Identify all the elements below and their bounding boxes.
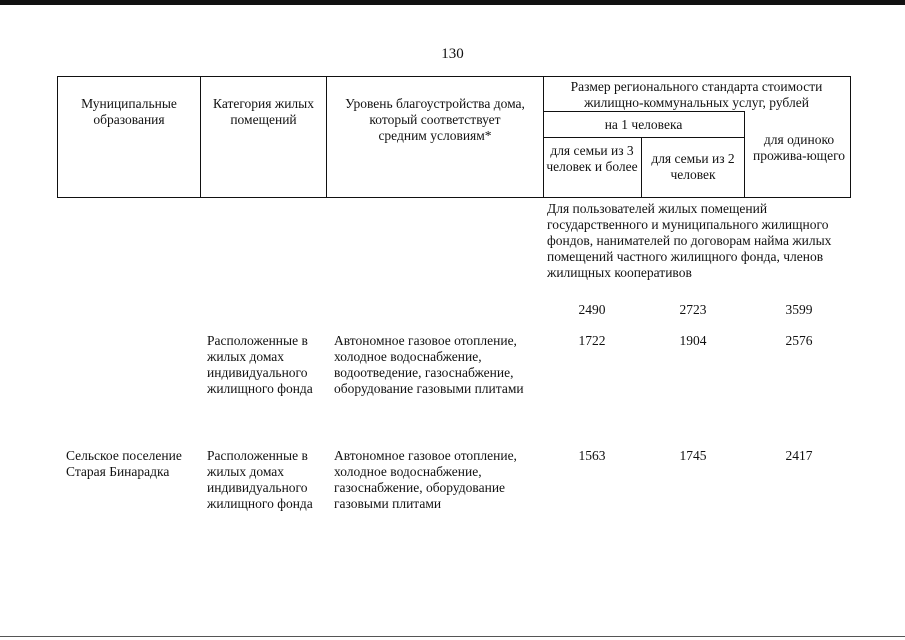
- header-bottom-border: [57, 197, 851, 198]
- column-divider: [543, 76, 544, 198]
- section-value-family3: 2490: [578, 302, 606, 317]
- header-municipality: Муниципальные образования: [81, 96, 177, 127]
- column-divider: [641, 137, 642, 198]
- section-value-family2: 2723: [679, 302, 707, 317]
- column-divider: [57, 76, 58, 198]
- header-category: Категория жилых помещений: [213, 96, 314, 127]
- column-divider: [200, 76, 201, 198]
- header-per-person: на 1 человека: [604, 117, 683, 132]
- header-divider-family: [543, 137, 744, 138]
- row-value-single: 2417: [785, 448, 813, 463]
- row-value-family2: 1745: [679, 448, 707, 463]
- row-value-family3: 1563: [578, 448, 606, 463]
- top-border: [0, 0, 905, 5]
- row-level: Автономное газовое отопление, холодное водоснабжение, газоснабжение, оборудование газовыми плитами: [334, 448, 517, 511]
- header-divider-per-person: [543, 111, 744, 112]
- header-family2: для семьи из 2 человек: [651, 151, 735, 182]
- header-level: Уровень благоустройства дома, который соответствует средним условиям*: [345, 96, 525, 143]
- row-value-family2: 1904: [679, 333, 707, 348]
- row-value-single: 2576: [785, 333, 813, 348]
- page-number: 130: [441, 46, 464, 62]
- section-value-single: 3599: [785, 302, 813, 317]
- column-divider: [326, 76, 327, 198]
- column-divider: [744, 111, 745, 198]
- section-note: Для пользователей жилых помещений государственного и муниципального жилищного фондов, нанимателей по договорам найма жилых помещений частного жилищного фонда, членов жилищных кооперативов: [547, 201, 832, 280]
- column-divider: [850, 76, 851, 198]
- header-single: для одиноко прожива-ющего: [752, 132, 846, 163]
- row-category: Расположенные в жилых домах индивидуального жилищного фонда: [207, 333, 313, 396]
- table-top-border: [57, 76, 851, 77]
- row-category: Расположенные в жилых домах индивидуального жилищного фонда: [207, 448, 313, 511]
- row-municipality: Сельское поселение Старая Бинарадка: [66, 448, 182, 479]
- row-level: Автономное газовое отопление, холодное водоснабжение, водоотведение, газоснабжение, оборудование газовыми плитами: [334, 333, 524, 396]
- header-family3: для семьи из 3 человек и более: [546, 143, 638, 174]
- bottom-border: [0, 636, 905, 637]
- row-value-family3: 1722: [578, 333, 606, 348]
- header-standard-size: Размер регионального стандарта стоимости жилищно-коммунальных услуг, рублей: [570, 79, 823, 110]
